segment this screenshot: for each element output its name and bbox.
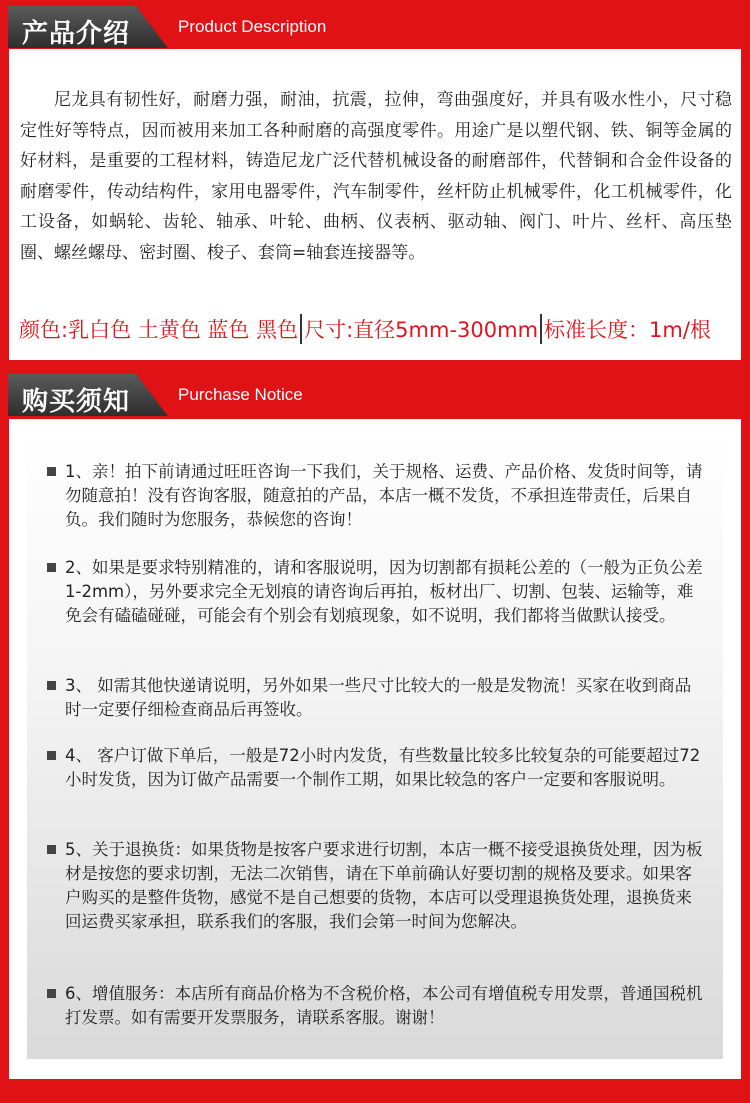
spec-divider xyxy=(540,314,542,344)
product-title-en: Product Description xyxy=(178,17,327,36)
purchase-notice-panel xyxy=(9,419,741,1079)
spec-length: 标准长度：1m/根 xyxy=(544,318,711,342)
spec-divider xyxy=(300,314,302,344)
notice-item xyxy=(47,460,707,532)
square-bullet-icon xyxy=(47,467,56,476)
spec-size: 尺寸:直径5mm-300mm xyxy=(304,318,539,342)
notice-item xyxy=(47,674,707,722)
spec-colors: 颜色:乳白色 土黄色 蓝色 黑色 xyxy=(19,318,299,342)
square-bullet-icon xyxy=(47,681,56,690)
notice-list xyxy=(27,429,723,1059)
notice-item-text: 4、 客户订做下单后，一般是72小时内发货，有些数量比较多比较复杂的可能要超过72小时发货，因为订做产品需要一个制作工期，如果比较急的客户一定要和客服说明。 xyxy=(65,746,701,789)
notice-title-cn: 购买须知 xyxy=(22,387,131,417)
product-description-header xyxy=(0,0,750,48)
notice-item xyxy=(47,744,707,792)
notice-item xyxy=(47,982,707,1030)
notice-item-text: 5、关于退换货：如果货物是按客户要求进行切割，本店一概不接受退换货处理，因为板材是按您的要求切割，无法二次销售，请在下单前确认好要切割的规格及要求。如果客户购买的是整件货物，感觉不是自己想要的货物，本店可以受理退换货处理，退换货来回运费买家承担，联系我们的客服，我们会第一时间为您解决。 xyxy=(65,840,703,931)
square-bullet-icon xyxy=(47,845,56,854)
notice-title-en: Purchase Notice xyxy=(178,385,303,404)
product-description-panel xyxy=(9,49,741,360)
square-bullet-icon xyxy=(47,563,56,572)
purchase-notice-header xyxy=(0,368,750,416)
notice-item-text: 6、增值服务：本店所有商品价格为不含税价格，本公司有增值税专用发票，普通国税机打发票。如有需要开发票服务，请联系客服。谢谢！ xyxy=(65,984,703,1027)
notice-item-text: 1、亲！拍下前请通过旺旺咨询一下我们，关于规格、运费、产品价格、发货时间等，请勿随意拍！没有咨询客服，随意拍的产品，本店一概不发货，不承担连带责任，后果自负。我们随时为您服务，恭候您的咨询！ xyxy=(65,462,703,529)
product-description-text: 尼龙具有韧性好，耐磨力强，耐油，抗震，拉伸，弯曲强度好，并具有吸水性小，尺寸稳定性好等特点，因而被用来加工各种耐磨的高强度零件。用途广是以塑代钢、铁、铜等金属的好材料，是重要的工程材料，铸造尼龙广泛代替机械设备的耐磨部件，代替铜和合金件设备的耐磨零件，传动结构件，家用电器零件，汽车制零件，丝杆防止机械零件，化工机械零件，化工设备，如蜗轮、齿轮、轴承、叶轮、曲柄、仪表柄、驱动轴、阀门、叶片、丝杆、高压垫圈、螺丝螺母、密封圈、梭子、套筒=轴套连接器等。 xyxy=(20,90,732,263)
notice-item xyxy=(47,556,707,628)
notice-item-text: 2、如果是要求特别精准的，请和客服说明，因为切割都有损耗公差的（一般为正负公差1-2mm），另外要求完全无划痕的请咨询后再拍，板材出厂、切割、包装、运输等，难免会有磕磕碰碰，可能会有个别会有划痕现象，如不说明，我们都将当做默认接受。 xyxy=(65,558,703,625)
square-bullet-icon xyxy=(47,751,56,760)
square-bullet-icon xyxy=(47,989,56,998)
notice-item-text: 3、 如需其他快递请说明，另外如果一些尺寸比较大的一般是发物流！买家在收到商品时一定要仔细检查商品后再签收。 xyxy=(65,676,692,719)
product-title-cn: 产品介绍 xyxy=(22,19,131,49)
notice-item xyxy=(47,838,707,934)
product-specs-line xyxy=(19,313,711,345)
